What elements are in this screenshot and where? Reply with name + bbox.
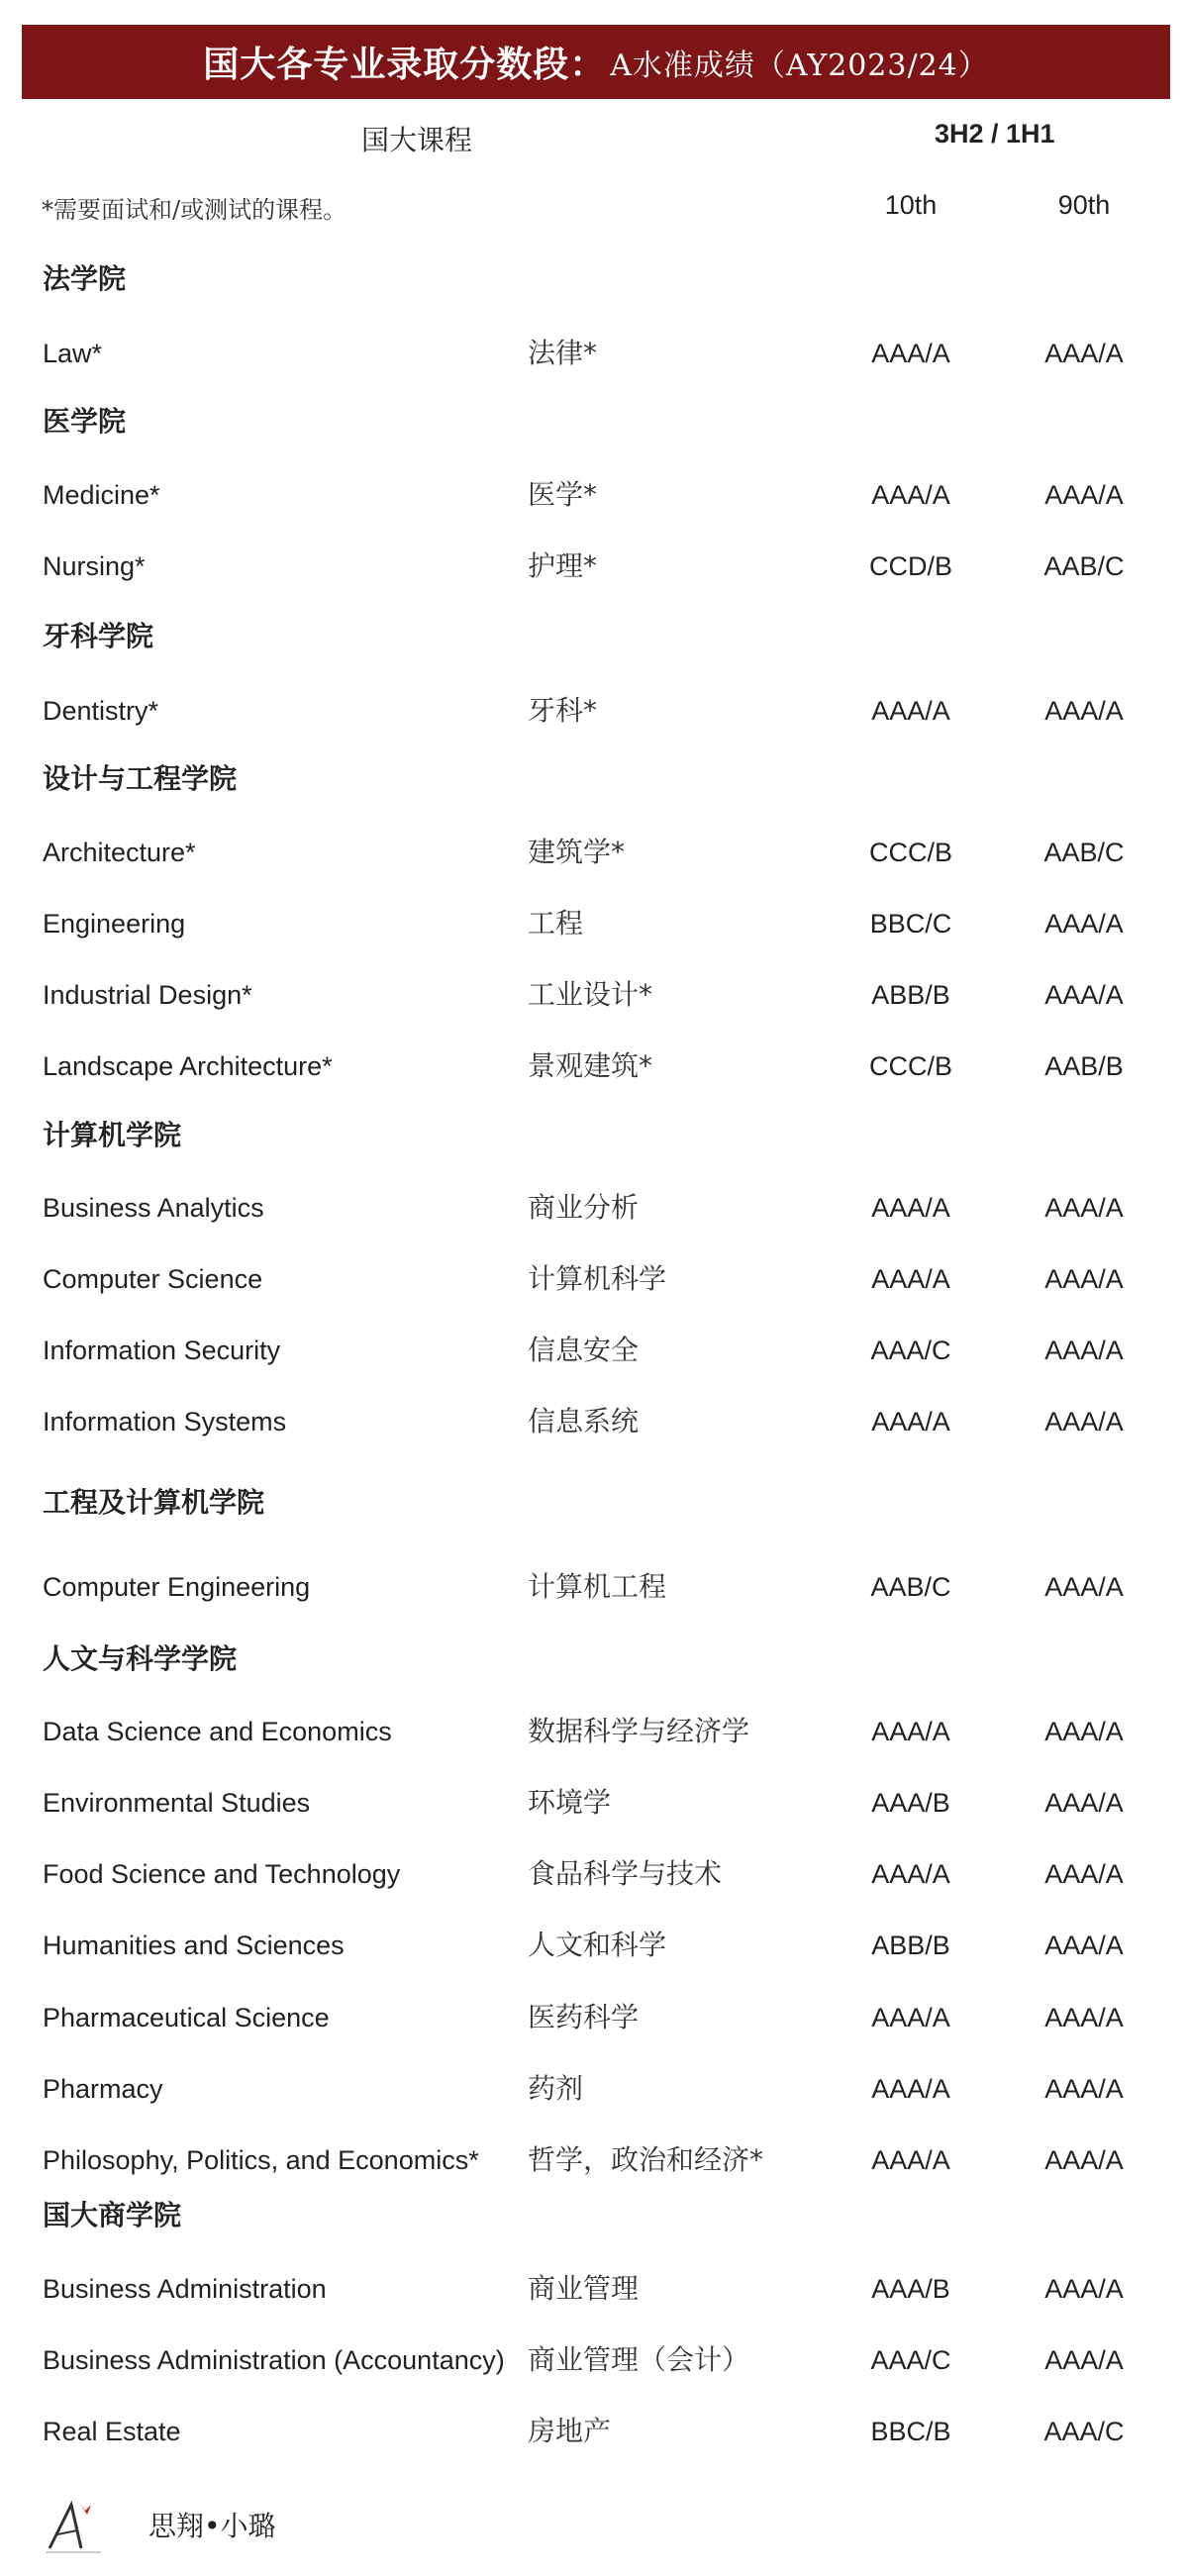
grade-90th: AAA/A — [1044, 1859, 1124, 1889]
table-row — [0, 2269, 1188, 2309]
grades-column-header: 3H2 / 1H1 — [935, 119, 1055, 149]
course-name-zh: 法律* — [528, 337, 598, 369]
table-row — [0, 1259, 1188, 1299]
grade-90th: AAA/C — [1043, 2417, 1125, 2446]
grade-10th: AAA/B — [871, 1788, 950, 1818]
grade-10th: CCC/B — [868, 838, 952, 867]
grade-90th: AAA/A — [1044, 480, 1124, 510]
course-name-zh: 哲学，政治和经济* — [528, 2143, 764, 2176]
grade-10th: ABB/B — [871, 1931, 950, 1960]
section-heading: 国大商学院 — [43, 2199, 182, 2231]
table-row — [0, 1783, 1188, 1823]
table-row — [0, 904, 1188, 943]
course-name-zh: 景观建筑* — [528, 1049, 653, 1082]
grade-10th: AAA/A — [871, 1717, 950, 1746]
brand-logo-icon — [42, 2497, 111, 2556]
grade-90th: AAA/A — [1044, 1407, 1124, 1437]
grade-10th: AAA/A — [871, 2145, 950, 2175]
course-name-en: Computer Engineering — [43, 1572, 311, 1602]
grade-10th: AAA/C — [870, 2345, 951, 2375]
grade-90th: AAA/A — [1044, 2274, 1124, 2304]
section-heading: 牙科学院 — [43, 620, 154, 652]
course-name-en: Food Science and Technology — [43, 1859, 401, 1889]
course-name-en: Law* — [43, 339, 103, 368]
grade-10th: AAA/A — [871, 2003, 950, 2032]
course-name-en: Pharmaceutical Science — [43, 2003, 330, 2032]
table-row — [0, 2069, 1188, 2109]
grade-10th: CCD/B — [868, 551, 952, 581]
grade-90th: AAA/A — [1044, 909, 1124, 939]
table-row — [0, 1712, 1188, 1751]
course-name-en: Landscape Architecture* — [43, 1051, 333, 1081]
course-name-en: Information Systems — [43, 1407, 287, 1437]
grade-90th: AAA/A — [1044, 1336, 1124, 1365]
grade-10th: AAA/A — [871, 339, 950, 368]
course-name-en: Real Estate — [43, 2417, 181, 2446]
table-row — [0, 475, 1188, 515]
grade-90th: AAA/A — [1044, 1264, 1124, 1294]
course-name-zh: 建筑学* — [528, 836, 626, 868]
course-name-zh: 护理* — [528, 549, 598, 582]
grade-90th: AAA/A — [1044, 980, 1124, 1010]
table-row — [0, 1331, 1188, 1370]
course-name-zh: 工业设计* — [528, 978, 653, 1011]
course-name-zh: 计算机工程 — [528, 1570, 667, 1603]
course-name-zh: 医药科学 — [528, 2001, 640, 2033]
course-name-en: Business Administration — [43, 2274, 327, 2304]
course-name-zh: 房地产 — [528, 2415, 612, 2447]
interview-note: *需要面试和/或测试的课程。 — [42, 196, 347, 224]
grade-10th: ABB/B — [871, 980, 950, 1010]
grade-90th: AAA/A — [1044, 1193, 1124, 1223]
course-name-en: Humanities and Sciences — [43, 1931, 345, 1960]
course-name-en: Nursing* — [43, 551, 146, 581]
course-name-zh: 商业管理（会计） — [528, 2343, 750, 2376]
section-heading: 人文与科学学院 — [43, 1642, 238, 1675]
course-name-zh: 食品科学与技术 — [528, 1857, 723, 1890]
course-name-en: Engineering — [43, 909, 186, 939]
section-heading: 工程及计算机学院 — [43, 1486, 265, 1519]
title-banner — [22, 25, 1170, 99]
course-name-zh: 商业分析 — [528, 1191, 640, 1224]
grade-90th: AAA/A — [1044, 2345, 1124, 2375]
course-name-zh: 牙科* — [528, 694, 598, 727]
percentile-90-header: 90th — [1057, 190, 1111, 220]
grade-10th: AAA/A — [871, 696, 950, 726]
grade-10th: BBC/B — [870, 2417, 951, 2446]
percentile-10-header: 10th — [884, 190, 938, 220]
course-name-zh: 药剂 — [528, 2072, 584, 2105]
course-name-zh: 商业管理 — [528, 2272, 640, 2305]
grade-10th: AAA/B — [871, 2274, 950, 2304]
grade-90th: AAA/A — [1044, 2003, 1124, 2032]
table-row — [0, 546, 1188, 586]
course-name-en: Dentistry* — [43, 696, 159, 726]
grade-90th: AAA/A — [1044, 2145, 1124, 2175]
table-row — [0, 2140, 1188, 2180]
table-row — [0, 1402, 1188, 1441]
grade-10th: BBC/C — [869, 909, 952, 939]
grade-10th: AAA/A — [871, 1407, 950, 1437]
table-row — [0, 1998, 1188, 2037]
course-name-en: Environmental Studies — [43, 1788, 311, 1818]
grade-90th: AAA/A — [1044, 1931, 1124, 1960]
grade-90th: AAA/A — [1044, 1572, 1124, 1602]
course-name-zh: 人文和科学 — [528, 1929, 667, 1961]
course-name-en: Computer Science — [43, 1264, 263, 1294]
grade-90th: AAA/A — [1044, 696, 1124, 726]
page-title: 国大各专业录取分数段： — [203, 45, 607, 85]
table-row — [0, 691, 1188, 731]
course-name-zh: 医学* — [528, 478, 598, 511]
course-name-en: Information Security — [43, 1336, 281, 1365]
course-name-en: Business Analytics — [43, 1193, 264, 1223]
table-row — [0, 334, 1188, 373]
section-heading: 医学院 — [43, 405, 127, 438]
grade-10th: AAB/C — [870, 1572, 951, 1602]
section-heading: 法学院 — [43, 262, 127, 295]
table-row — [0, 1854, 1188, 1894]
course-name-en: Medicine* — [43, 480, 160, 510]
grade-90th: AAA/A — [1044, 1717, 1124, 1746]
table-row — [0, 833, 1188, 872]
footer-brand-text: 思翔•小璐 — [148, 2510, 276, 2542]
grade-90th: AAB/C — [1043, 551, 1125, 581]
section-heading: 计算机学院 — [43, 1119, 182, 1151]
course-name-en: Pharmacy — [43, 2074, 163, 2104]
course-column-header: 国大课程 — [361, 124, 473, 156]
course-name-en: Philosophy, Politics, and Economics* — [43, 2145, 479, 2175]
page-subtitle: A水准成绩（AY2023/24） — [610, 48, 989, 83]
course-name-zh: 环境学 — [528, 1786, 612, 1819]
table-row — [0, 2412, 1188, 2451]
course-name-zh: 信息安全 — [528, 1334, 640, 1366]
table-row — [0, 1046, 1188, 1086]
grade-10th: AAA/A — [871, 480, 950, 510]
grade-90th: AAA/A — [1044, 1788, 1124, 1818]
course-name-en: Architecture* — [43, 838, 196, 867]
table-row — [0, 1926, 1188, 1965]
grade-90th: AAB/B — [1044, 1051, 1124, 1081]
grade-90th: AAB/C — [1043, 838, 1125, 867]
grade-10th: AAA/A — [871, 2074, 950, 2104]
grade-10th: AAA/A — [871, 1264, 950, 1294]
table-row — [0, 2340, 1188, 2380]
grade-10th: AAA/C — [870, 1336, 951, 1365]
course-name-zh: 信息系统 — [528, 1405, 640, 1437]
course-name-en: Data Science and Economics — [43, 1717, 392, 1746]
course-name-en: Business Administration (Accountancy) — [43, 2345, 505, 2375]
table-row — [0, 1188, 1188, 1228]
grade-10th: AAA/A — [871, 1859, 950, 1889]
section-heading: 设计与工程学院 — [43, 762, 238, 795]
course-name-zh: 数据科学与经济学 — [528, 1715, 750, 1747]
course-name-en: Industrial Design* — [43, 980, 252, 1010]
grade-90th: AAA/A — [1044, 339, 1124, 368]
grade-10th: CCC/B — [868, 1051, 952, 1081]
course-name-zh: 计算机科学 — [528, 1262, 667, 1295]
course-name-zh: 工程 — [528, 907, 584, 940]
table-row — [0, 975, 1188, 1015]
grade-90th: AAA/A — [1044, 2074, 1124, 2104]
table-row — [0, 1567, 1188, 1607]
grade-10th: AAA/A — [871, 1193, 950, 1223]
